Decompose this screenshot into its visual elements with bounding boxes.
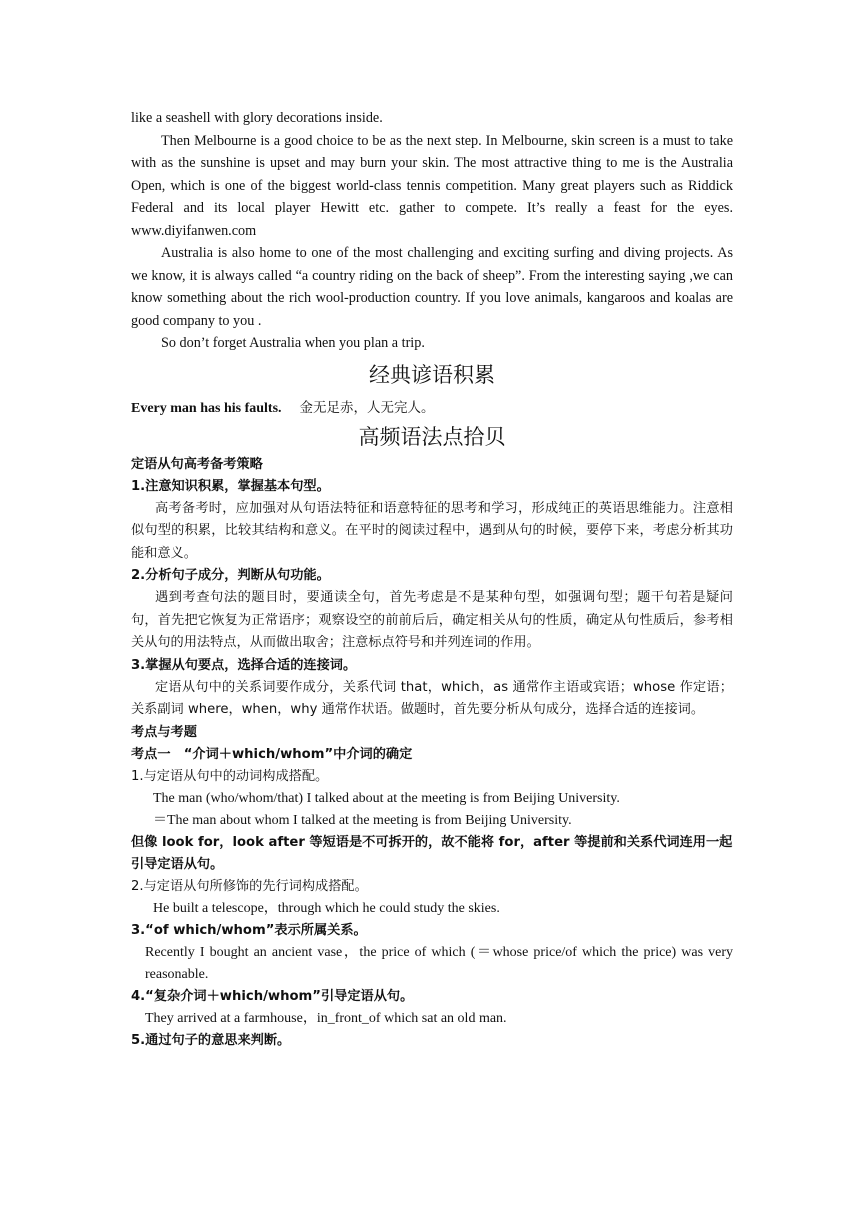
proverb-line: [131, 397, 733, 420]
grammar-heading: 高频语法点拾贝: [358, 424, 506, 449]
rule-5: 5.通过句子的意思来判断。: [131, 1032, 291, 1048]
strategy-1-body: 高考备考时，应加强对从句语法特征和语意特征的思考和学习，形成纯正的英语思维能力。注意相似句型的积累，比较其结构和意义。在平时的阅读过程中，遇到从句的时候，要停下来，考虑分析其功能和意义。: [131, 500, 733, 561]
strategy-2-body: 遇到考查句法的题目时，要通读全句，首先考虑是不是某种句型，如强调句型；题干句若是疑问句，首先把它恢复为正常语序；观察设空的前前后后，确定相关从句的性质，确定从句性质后，参考相关从句的用法特点，从而做出取舍；注意标点符号和并列连词的作用。: [131, 590, 733, 650]
article-line: like a seashell with glory decorations inside.: [131, 110, 383, 126]
rule-note: 但像 look for，look after 等短语是不可拆开的，故不能将 for，after 等提前和关系代词连用一起引导定语从句。: [131, 834, 733, 872]
article-paragraph-closing: So don’t forget Australia when you plan a trip.: [161, 335, 425, 351]
strategy-1-title: 1.注意知识积累，掌握基本句型。: [131, 478, 330, 494]
strategy-3-body: 定语从句中的关系词要作成分，关系代词 that，which，as 通常作主语或宾语；whose 作定语；关系副词 where，when，why 通常作状语。做题时，首先要分析从句成分，选择合适的连接词。: [131, 679, 733, 717]
strategy-3-title: 3.掌握从句要点，选择合适的连接词。: [131, 657, 357, 673]
proverb-chinese: 金无足赤，人无完人。: [299, 399, 435, 416]
example-1: The man (who/whom/that) I talked about at the meeting is from Beijing University.: [153, 790, 620, 806]
strategy-2-title: 2.分析句子成分，判断从句功能。: [131, 568, 330, 583]
rule-3: 3.“of which/whom”表示所属关系。: [131, 922, 367, 938]
test-points-title: 考点与考题: [131, 724, 197, 740]
article-paragraph-melbourne: Then Melbourne is a good choice to be as the next step. In Melbourne, skin screen is a must to take with as the sunshine is upset and may burn your skin. The most attractive thing to me is the Australia Open, which is one of the biggest world-class tennis competition. Many great players such as Riddick Federal and its local player Hewitt etc. gather to compete. It’s really a feast for the eyes. www.diyifanwen.com: [131, 132, 733, 239]
example-5: They arrived at a farmhouse，in_front_of which sat an old man.: [145, 1010, 507, 1026]
rule-4: 4.“复杂介词＋which/whom”引导定语从句。: [131, 988, 414, 1004]
rule-2: 2.与定语从句所修饰的先行词构成搭配。: [131, 878, 368, 894]
rule-1: 1.与定语从句中的动词构成搭配。: [131, 768, 329, 784]
example-2: ＝The man about whom I talked at the meeting is from Beijing University.: [153, 812, 572, 828]
proverb-english: Every man has his faults.: [131, 400, 282, 416]
article-paragraph-surfing: Australia is also home to one of the most challenging and exciting surfing and diving projects. As we know, it is always called “a country riding on the back of sheep”. From the interesting saying ,we can know something about the rich wool-production country. If you love animals, kangaroos and koalas are good company to you .: [131, 245, 733, 329]
example-4: Recently I bought an ancient vase，the price of which (＝whose price/of which the price) was very reasonable.: [145, 944, 733, 982]
example-3: He built a telescope，through which he could study the skies.: [153, 900, 500, 916]
proverb-heading: 经典谚语积累: [369, 362, 495, 387]
grammar-subtitle: 定语从句高考备考策略: [131, 456, 263, 472]
page-content: [131, 107, 733, 1052]
test-point-1-title: 考点一 “介词＋which/whom”中介词的确定: [131, 746, 413, 762]
